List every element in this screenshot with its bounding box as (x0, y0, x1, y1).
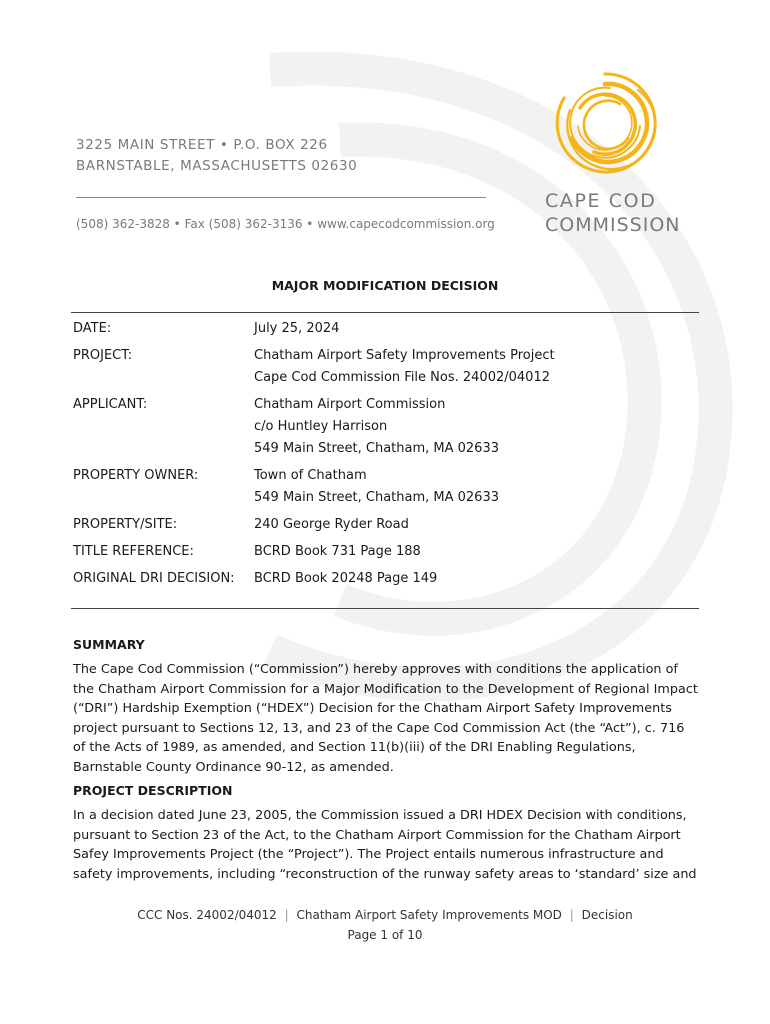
footer-file-numbers: CCC Nos. 24002/04012 (137, 908, 277, 922)
info-value-line: Cape Cod Commission File Nos. 24002/04012 (254, 370, 550, 385)
info-label: ORIGINAL DRI DECISION: (73, 571, 235, 586)
info-table (73, 318, 699, 595)
info-value-line: 549 Main Street, Chatham, MA 02633 (254, 490, 499, 505)
info-label: PROJECT: (73, 348, 133, 363)
page-number: Page 1 of 10 (347, 928, 423, 942)
info-value-line: BCRD Book 731 Page 188 (254, 544, 421, 559)
info-label: PROPERTY OWNER: (73, 468, 199, 483)
info-value (254, 394, 699, 460)
info-value-line: Chatham Airport Safety Improvements Project (254, 348, 555, 363)
top-divider (71, 312, 699, 313)
info-value (254, 514, 699, 536)
info-value-line: c/o Huntley Harrison (254, 419, 388, 434)
section-heading: PROJECT DESCRIPTION (73, 783, 233, 798)
info-label: PROPERTY/SITE: (73, 517, 178, 532)
info-value-line: BCRD Book 20248 Page 149 (254, 571, 438, 586)
footer-reference (0, 908, 770, 922)
info-label: TITLE REFERENCE: (73, 544, 194, 559)
info-row-date (73, 318, 699, 340)
info-value (254, 568, 699, 590)
logo-text-line-2: COMMISSION (545, 214, 681, 236)
project-description-paragraph: In a decision dated June 23, 2005, the Commission issued a DRI HDEX Decision with conditions, pursuant to Section 23 of the Act, to the Chatham Airport Commission for the Chatham Airport Safey Improvements Project (the “Project”). The Project entails numerous infrastructure and safety improvements, including “reconstruction of the runway safety areas to ‘standard’ size and (73, 808, 697, 882)
contact-line: (508) 362-3828 • Fax (508) 362-3136 • www.capecodcommission.org (76, 217, 495, 231)
info-label: DATE: (73, 321, 112, 336)
info-value-line: 240 George Ryder Road (254, 517, 409, 532)
info-label: APPLICANT: (73, 397, 148, 412)
info-value-line: 549 Main Street, Chatham, MA 02633 (254, 441, 499, 456)
info-value-line: Chatham Airport Commission (254, 397, 446, 412)
project-description-section (73, 782, 698, 884)
info-row-property-site (73, 514, 699, 536)
address-line-1: 3225 MAIN STREET • P.O. BOX 226 (76, 137, 328, 153)
info-value (254, 541, 699, 563)
info-value-line: Town of Chatham (254, 468, 367, 483)
info-row-title-reference (73, 541, 699, 563)
info-value-line: July 25, 2024 (254, 321, 340, 336)
info-value (254, 465, 699, 509)
footer-separator: | (569, 908, 574, 922)
letterhead-divider (76, 197, 486, 198)
footer-separator: | (284, 908, 289, 922)
swirl-circle-logo-icon (550, 68, 660, 178)
info-row-original-dri-decision (73, 568, 699, 590)
info-row-applicant (73, 394, 699, 460)
summary-paragraph: The Cape Cod Commission (“Commission”) hereby approves with conditions the application of the Chatham Airport Commission for a Major Modification to the Development of Regional Impact (“DRI”) Hardship Exemption (“HDEX”) Decision for the Chatham Airport Safety Improvements project pursuant to Sections 12, 13, and 23 of the Cape Cod Commission Act (the “Act”), c. 716 of the Acts of 1989, as amended, and Section 11(b)(iii) of the DRI Enabling Regulations, Barnstable County Ordinance 90-12, as amended. (73, 662, 698, 775)
logo-text-line-1: CAPE COD (545, 190, 657, 212)
section-heading: SUMMARY (73, 637, 145, 652)
info-value (254, 345, 699, 389)
summary-section (73, 636, 698, 778)
bottom-divider (71, 608, 699, 609)
info-row-project (73, 345, 699, 389)
letterhead (0, 0, 770, 260)
footer-doc-type: Decision (581, 908, 633, 922)
info-row-property-owner (73, 465, 699, 509)
footer-project-name: Chatham Airport Safety Improvements MOD (296, 908, 562, 922)
address-line-2: BARNSTABLE, MASSACHUSETTS 02630 (76, 158, 358, 174)
document-title: MAJOR MODIFICATION DECISION (271, 278, 499, 293)
info-value (254, 318, 699, 340)
